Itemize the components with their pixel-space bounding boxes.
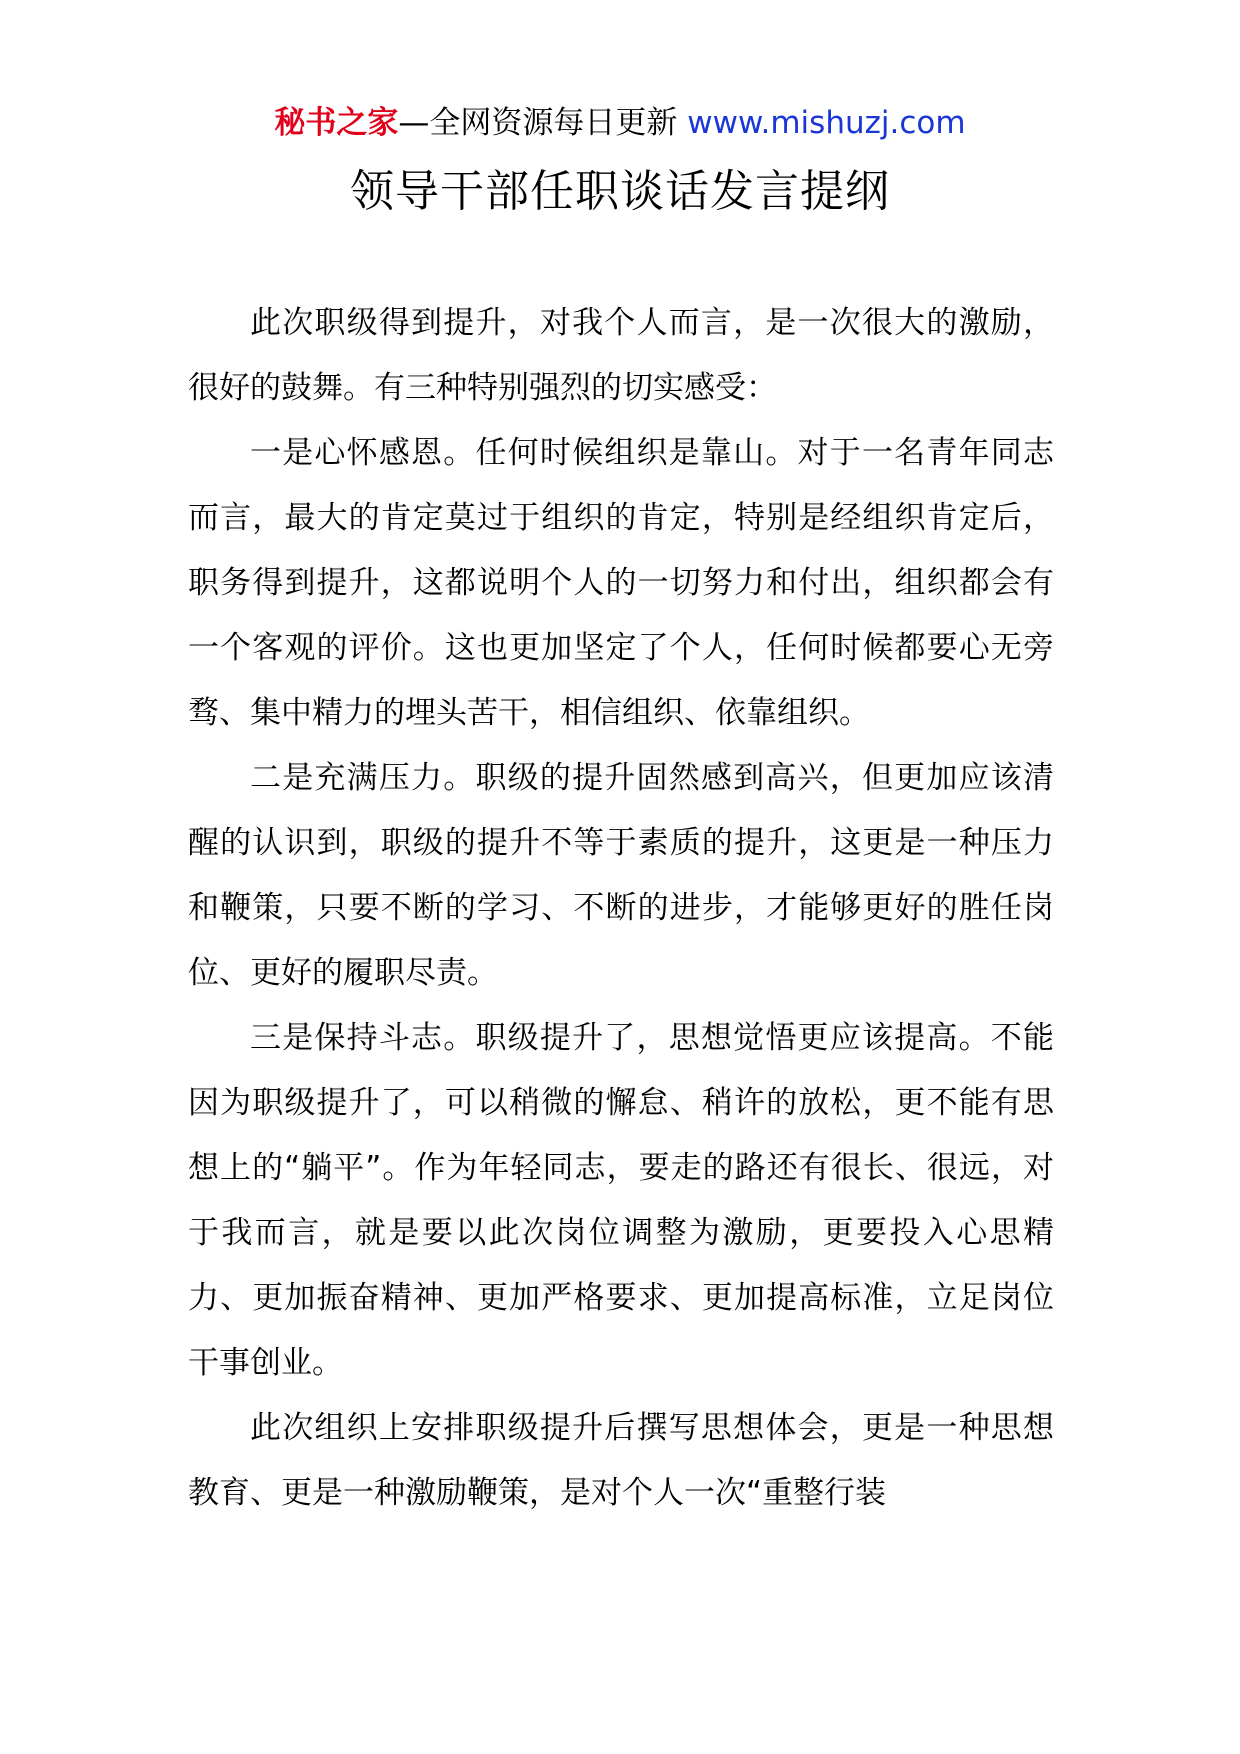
paragraph-conclusion: 此次组织上安排职级提升后撰写思想体会，更是一种思想教育、更是一种激励鞭策，是对个人一次“重整行装 — [188, 1410, 1054, 1511]
paragraph-point-two: 二是充满压力。职级的提升固然感到高兴，但更加应该清醒的认识到，职级的提升不等于素质的提升，这更是一种压力和鞭策，只要不断的学习、不断的进步，才能够更好的胜任岗位、更好的履职尽责。 — [188, 760, 1054, 991]
paragraph-intro: 此次职级得到提升，对我个人而言，是一次很大的激励，很好的鼓舞。有三种特别强烈的切实感受： — [188, 305, 1054, 406]
document-title: 领导干部任职谈话发言提纲 — [350, 166, 890, 217]
document-body — [188, 291, 1054, 1526]
site-header — [0, 102, 1240, 144]
header-tagline: —全网资源每日更新 — [398, 105, 678, 141]
paragraph-point-one: 一是心怀感恩。任何时候组织是靠山。对于一名青年同志而言，最大的肯定莫过于组织的肯定，特别是经组织肯定后，职务得到提升，这都说明个人的一切努力和付出，组织都会有一个客观的评价。这也更加坚定了个人，任何时候都要心无旁骛、集中精力的埋头苦干，相信组织、依靠组织。 — [188, 435, 1054, 731]
paragraph-point-three: 三是保持斗志。职级提升了，思想觉悟更应该提高。不能因为职级提升了，可以稍微的懈怠、稍许的放松，更不能有思想上的“躺平”。作为年轻同志，要走的路还有很长、很远，对于我而言，就是要以此次岗位调整为激励，更要投入心思精力、更加振奋精神、更加严格要求、更加提高标准，立足岗位干事创业。 — [188, 1020, 1054, 1381]
site-url-link[interactable]: www.mishuzj.com — [687, 105, 966, 141]
brand-name: 秘书之家 — [274, 105, 399, 141]
